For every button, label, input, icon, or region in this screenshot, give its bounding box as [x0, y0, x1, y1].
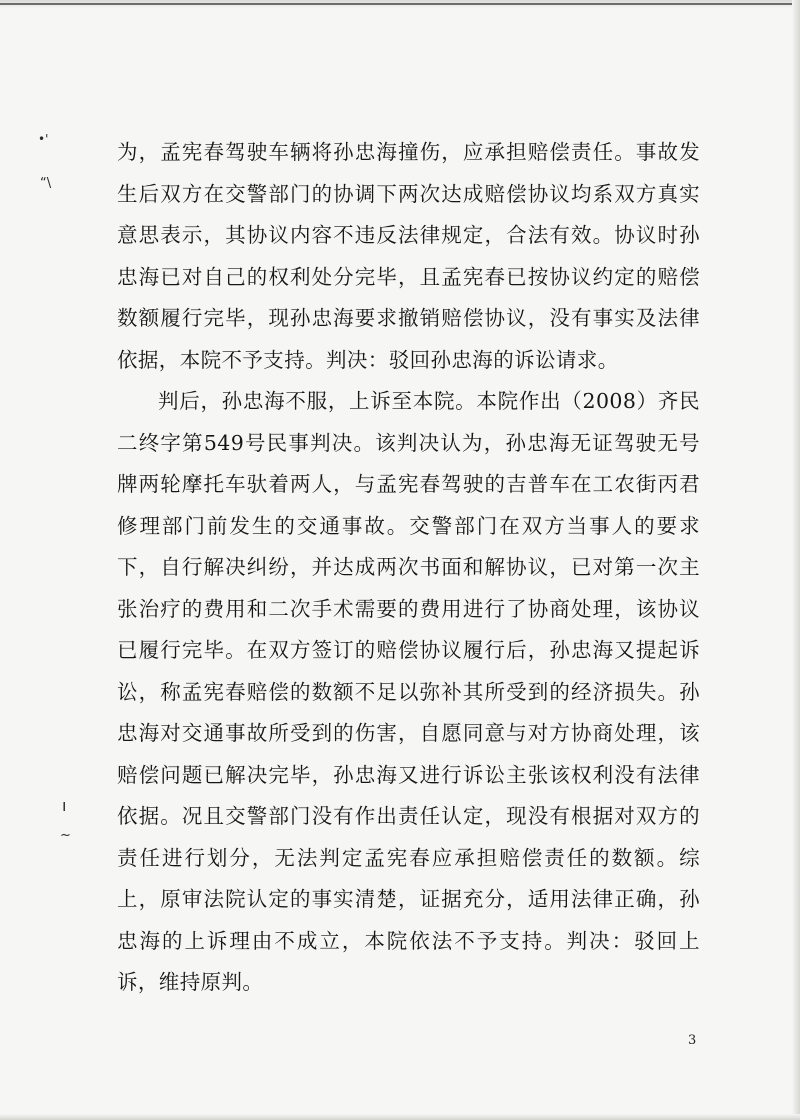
scan-speck: •': [38, 132, 49, 146]
scan-speck: ı: [62, 796, 67, 815]
scan-speck: “\: [40, 176, 52, 191]
top-scan-line: [0, 3, 800, 5]
scan-speck: ~: [60, 828, 71, 843]
bottom-scan-edge: [0, 1114, 800, 1120]
paragraph-appeal-ruling: 判后，孙忠海不服，上诉至本院。本院作出（2008）齐民二终字第549号民事判决。该判决认为，孙忠海无证驾驶无号牌两轮摩托车驮着两人，与孟宪春驾驶的吉普车在工农街丙君修理部门前发生的交通事故。交警部门在双方当事人的要求下，自行解决纠纷，并达成两次书面和解协议，已对第一次主张治疗的费用和二次手术需要的费用进行了协商处理，该协议已履行完毕。在双方签订的赔偿协议履行后，孙忠海又提起诉讼，称孟宪春赔偿的数额不足以弥补其所受到的经济损失。孙忠海对交通事故所受到的伤害，自愿同意与对方协商处理，该赔偿问题已解决完毕，孙忠海又进行诉讼主张该权利没有法律依据。况且交警部门没有作出责任认定，现没有根据对双方的责任进行划分，无法判定孟宪春应承担赔偿责任的数额。综上，原审法院认定的事实清楚，证据充分，适用法律正确，孙忠海的上诉理由不成立，本院依法不予支持。判决：驳回上诉，维持原判。: [117, 389, 700, 994]
paragraph-first-instance-ruling: 为，孟宪春驾驶车辆将孙忠海撞伤，应承担赔偿责任。事故发生后双方在交警部门的协调下两次达成赔偿协议均系双方真实意思表示，其协议内容不违反法律规定，合法有效。协议时孙忠海已对自己的权利处分完毕，且孟宪春已按协议约定的赔偿数额履行完毕，现孙忠海要求撤销赔偿协议，没有事实及法律依据，本院不予支持。判决：驳回孙忠海的诉讼请求。: [117, 140, 700, 372]
right-scan-edge: [792, 0, 800, 1120]
judgment-body-text: [117, 132, 700, 1004]
page-number: 3: [688, 1033, 697, 1048]
